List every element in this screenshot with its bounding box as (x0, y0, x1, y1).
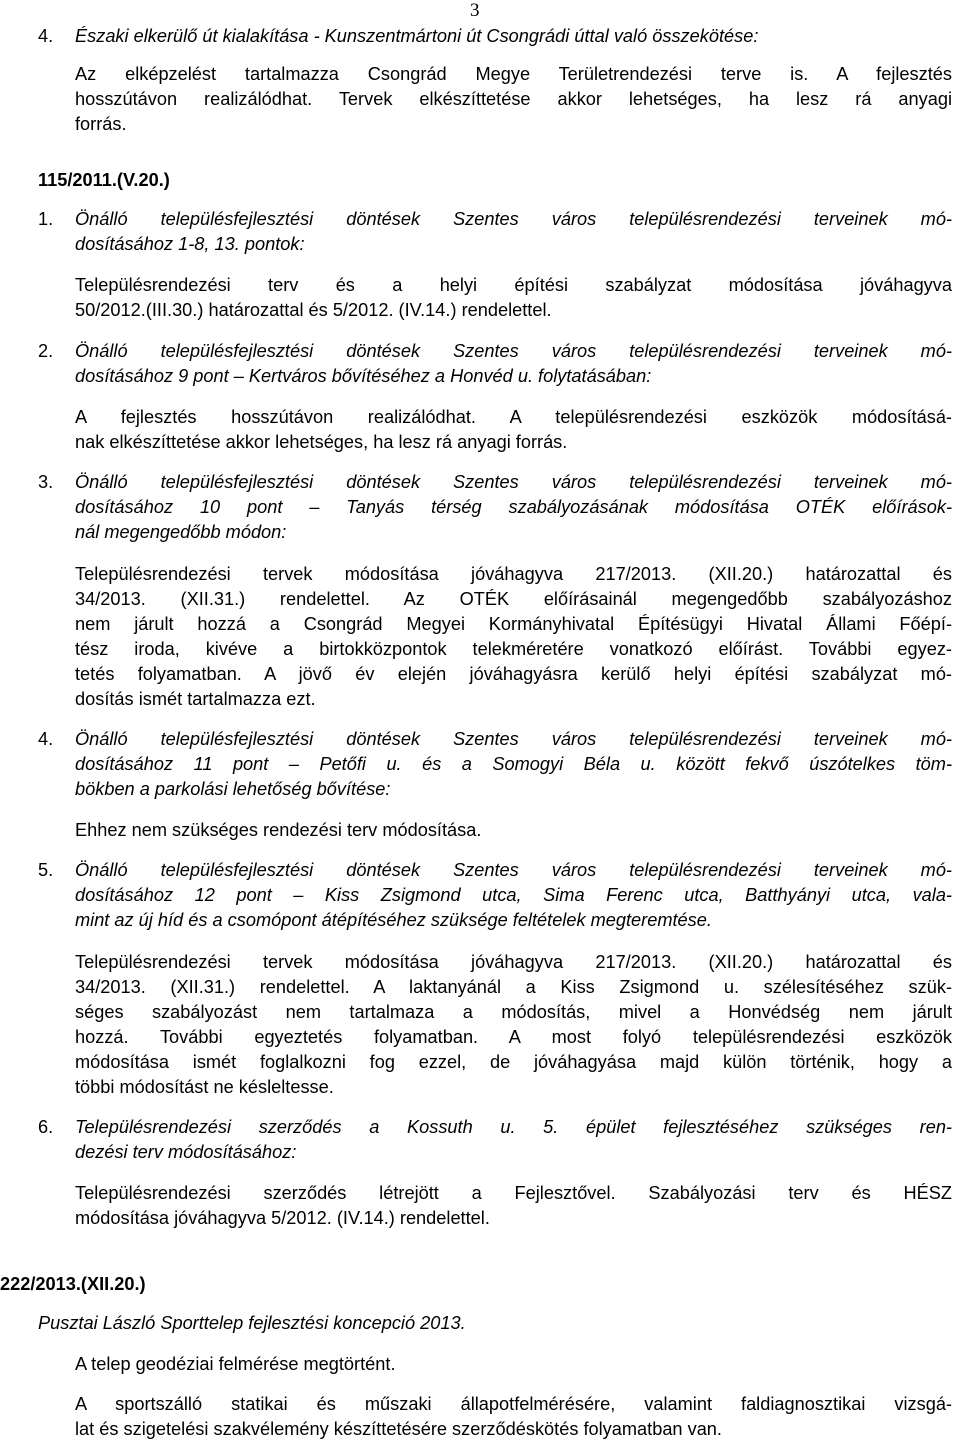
item-heading: dosításához 9 pont – Kertváros bővítéséhez a Honvéd u. folytatásában: (75, 366, 652, 386)
paragraph-line: Településrendezési terv és a helyi építési szabályzat módosítása jóváhagyva (75, 275, 952, 295)
item-heading: nál megengedőbb módon: (75, 522, 287, 542)
item-heading: Északi elkerülő út kialakítása - Kunszentmártoni út Csongrádi úttal való összekötése: (75, 26, 759, 46)
paragraph-line: Településrendezési tervek módosítása jóváhagyva 217/2013. (XII.20.) határozattal és (75, 952, 952, 972)
paragraph-line: nem járult hozzá a Csongrád Megyei Kormányhivatal Építésügyi Hivatal Állami Főépí- (75, 614, 952, 634)
item-number: 4. (38, 26, 54, 46)
paragraph-line: Településrendezési tervek módosítása jóváhagyva 217/2013. (XII.20.) határozattal és (75, 564, 952, 584)
paragraph-line: Az elképzelést tartalmazza Csongrád Megye Területrendezési terve is. A fejlesztés (75, 64, 952, 84)
paragraph-line: többi módosítást ne késleltesse. (75, 1077, 334, 1097)
paragraph-line: nak elkészíttetése akkor lehetséges, ha lesz rá anyagi forrás. (75, 432, 568, 452)
resolution-title: 222/2013.(XII.20.) (0, 1274, 146, 1294)
item-heading: dosításához 12 pont – Kiss Zsigmond utca, Sima Ferenc utca, Batthyányi utca, vala- (75, 885, 952, 905)
item-heading: Településrendezési szerződés a Kossuth u. 5. épület fejlesztéséhez szükséges ren- (75, 1117, 952, 1137)
paragraph-line: 50/2012.(III.30.) határozattal és 5/2012. (IV.14.) rendelettel. (75, 300, 552, 320)
item-heading: Önálló településfejlesztési döntések Szentes város településrendezési terveinek mó- (75, 860, 952, 880)
item-heading: Önálló településfejlesztési döntések Szentes város településrendezési terveinek mó- (75, 472, 952, 492)
item-number: 3. (38, 472, 54, 492)
item-number: 2. (38, 341, 54, 361)
item-number: 1. (38, 209, 54, 229)
paragraph-line: hosszútávon realizálódhat. Tervek elkészíttetése akkor lehetséges, ha lesz rá anyagi (75, 89, 952, 109)
item-heading: Önálló településfejlesztési döntések Szentes város településrendezési terveinek mó- (75, 209, 952, 229)
item-heading: dosításához 10 pont – Tanyás térség szabályozásának módosítása OTÉK előírások- (75, 497, 952, 517)
page-number: 3 (470, 0, 480, 21)
paragraph-line: forrás. (75, 114, 127, 134)
paragraph-line: A telep geodéziai felmérése megtörtént. (75, 1354, 396, 1374)
item-heading: Önálló településfejlesztési döntések Szentes város településrendezési terveinek mó- (75, 341, 952, 361)
item-heading: dosításához 11 pont – Petőfi u. és a Somogyi Béla u. között fekvő úszótelkes töm- (75, 754, 952, 774)
item-heading: bökben a parkolási lehetőség bővítése: (75, 779, 391, 799)
paragraph-line: A fejlesztés hosszútávon realizálódhat. A településrendezési eszközök módosításá- (75, 407, 952, 427)
item-heading: dosításához 1-8, 13. pontok: (75, 234, 305, 254)
item-number: 6. (38, 1117, 54, 1137)
paragraph-line: tész iroda, kivéve a birtokközpontok telekméretére vonatkozó előírást. További egyez- (75, 639, 952, 659)
paragraph-line: 34/2013. (XII.31.) rendelettel. A laktanyánál a Kiss Zsigmond u. szélesítéséhez szük- (75, 977, 952, 997)
item-heading: Pusztai László Sporttelep fejlesztési koncepció 2013. (38, 1313, 466, 1333)
item-number: 5. (38, 860, 54, 880)
paragraph-line: A sportszálló statikai és műszaki állapotfelmérésére, valamint faldiagnosztikai vizsgá- (75, 1394, 952, 1414)
paragraph-line: Ehhez nem szükséges rendezési terv módosítása. (75, 820, 482, 840)
resolution-title: 115/2011.(V.20.) (38, 170, 170, 190)
paragraph-line: séges szabályozást nem tartalmaza a módosítás, mivel a Honvédség nem járult (75, 1002, 952, 1022)
paragraph-line: Településrendezési szerződés létrejött a Fejlesztővel. Szabályozási terv és HÉSZ (75, 1183, 952, 1203)
paragraph-line: módosítása jóváhagyva 5/2012. (IV.14.) rendelettel. (75, 1208, 490, 1228)
item-heading: dezési terv módosításához: (75, 1142, 297, 1162)
paragraph-line: lat és szigetelési szakvélemény készíttetésére szerződéskötés folyamatban van. (75, 1419, 722, 1439)
paragraph-line: 34/2013. (XII.31.) rendelettel. Az OTÉK előírásainál megengedőbb szabályozáshoz (75, 589, 952, 609)
paragraph-line: dosítás ismét tartalmazza ezt. (75, 689, 316, 709)
item-number: 4. (38, 729, 54, 749)
paragraph-line: tetés folyamatban. A jövő év elején jóváhagyásra kerülő helyi építési szabályzat mó- (75, 664, 952, 684)
item-heading: mint az új híd és a csomópont átépítéséhez szüksége feltételek megteremtése. (75, 910, 712, 930)
paragraph-line: módosítása ismét foglalkozni fog ezzel, de jóváhagyása majd külön történik, hogy a (75, 1052, 952, 1072)
item-heading: Önálló településfejlesztési döntések Szentes város településrendezési terveinek mó- (75, 729, 952, 749)
paragraph-line: hozzá. További egyeztetés folyamatban. A most folyó településrendezési eszközök (75, 1027, 952, 1047)
